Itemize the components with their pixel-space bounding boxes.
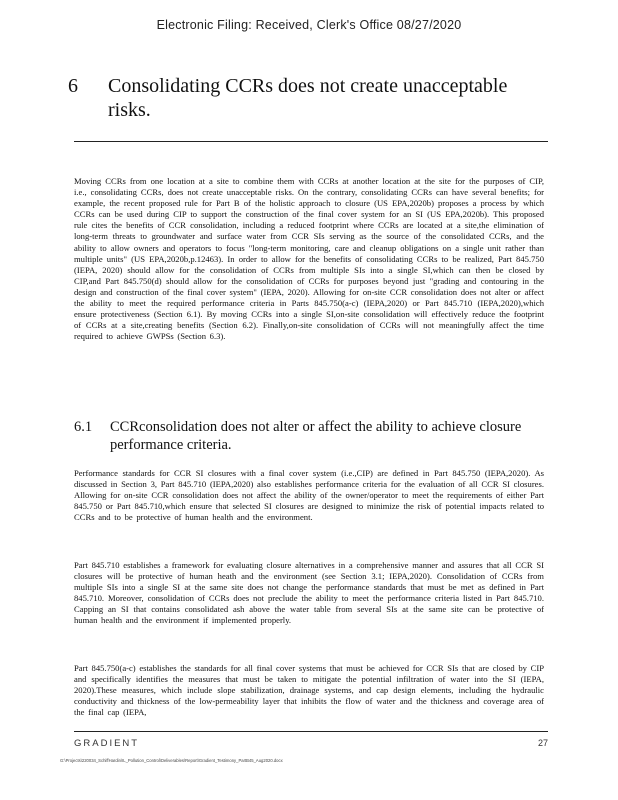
file-path: G:\Projects\220034_SchiffHardin\IL_Pollution_Control\Deliverables\Report\Gradient_Testimony_PartB45_Aug2020.docx xyxy=(60,758,283,763)
footer-divider xyxy=(74,731,548,732)
paragraph-part-845-710: Part 845.710 establishes a framework for evaluating closure alternatives in a comprehensive manner and assures that all CCR SI closures will be protective of human heath and the environment (see Section 3.1; IEPA,2020). Consolidation of CCRs from multiple SIs into a single SI at the same site does not change the performance standards that must be met as defined in Part 845.710. Moreover, consolidation of CCRs does not preclude the ability to meet the performance criteria listed in Part 845.710. Capping an SI that contains consolidated ash above the water table from several SIs at the same site can be protective of human health and the environment if implemented properly. xyxy=(74,560,544,626)
gradient-logo: GRADIENT xyxy=(74,738,140,749)
paragraph-consolidation-benefits: Moving CCRs from one location at a site to combine them with CCRs at another location at the site for the purposes of CIP, i.e., consolidating CCRs, does not create unacceptable risks. On the contrary, consolidating CCRs can have several benefits; for example, the recent proposed rule for Part B of the holistic approach to closure (US EPA,2020b) proposes a process by which CCRs can be used during CIP to support the construction of the final cover system for an SI (US EPA,2020b). This proposed rule cites the benefits of CCR consolidation, including a reduced footprint where CCRs are located at a site,the elimination of long-term threats to groundwater and surface water from CCR SIs serving as the source of the consolidated CCRs, and the ability to allow owners and operators to focus "long-term monitoring, care and cleanup obligations on a single unit rather than multiple units" (US EPA,2020b,p.12463). In order to allow for the benefits of consolidating CCRs to be realized, Part 845.750 (IEPA, 2020) should allow for the consolidation of CCRs from multiple SIs into a single SI,which can then be closed by CIP,and Part 845.750(d) should allow for the consolidation of CCRs for purposes beyond just "grading and contouring in the design and construction of the final cover system" (IEPA, 2020). Allowing for on-site CCR consolidation does not alter or affect the ability to meet the required performance criteria in Parts 845.750(a-c) (IEPA,2020) or Part 845.710 (IEPA,2020),which ensure protectiveness (Section 6.1). By moving CCRs into a single SI,on-site consolidation will effectively reduce the footprint of CCRs at a site,creating benefits (Section 6.2). Finally,on-site consolidation of CCRs will not meaningfully affect the time required to achieve GWPSs (Section 6.3). xyxy=(74,176,544,342)
section-6-1-number: 6.1 xyxy=(74,419,93,435)
paragraph-performance-standards: Performance standards for CCR SI closures with a final cover system (i.e.,CIP) are defined in Part 845.750 (IEPA,2020). As discussed in Section 3, Part 845.710 (IEPA,2020) also establishes performance criteria for the evaluation of all CCR SI closures. Allowing for on-site CCR consolidation does not affect the ability of the owner/operator to meet the requirements of either Part 845.750 or Part 845.710,which ensure that selected SI closures are designed to minimize the risk of potential impacts related to CCRs and to be protective of human health and the environment. xyxy=(74,468,544,523)
section-6-title: Consolidating CCRs does not create unacceptable risks. xyxy=(108,75,508,121)
section-6-1-title: CCRconsolidation does not alter or affect the ability to achieve closure performance criteria. xyxy=(110,419,522,453)
filing-stamp-header: Electronic Filing: Received, Clerk's Office 08/27/2020 xyxy=(156,18,462,32)
paragraph-part-845-750: Part 845.750(a-c) establishes the standards for all final cover systems that must be achieved for CCR SIs that are closed by CIP and specifically identifies the measures that must be taken to mitigate the potential infiltration of water into the SI (IEPA, 2020).These measures, which include slope stabilization, drainage systems, and cap design elements, including the hydraulic conductivity and thickness of the low-permeability layer that inhibits the flow of water and the thickness and coverage area of the final cap (IEPA, xyxy=(74,663,544,718)
heading-divider xyxy=(74,141,548,142)
page-number: 27 xyxy=(537,738,548,748)
section-6-number: 6 xyxy=(68,75,78,97)
